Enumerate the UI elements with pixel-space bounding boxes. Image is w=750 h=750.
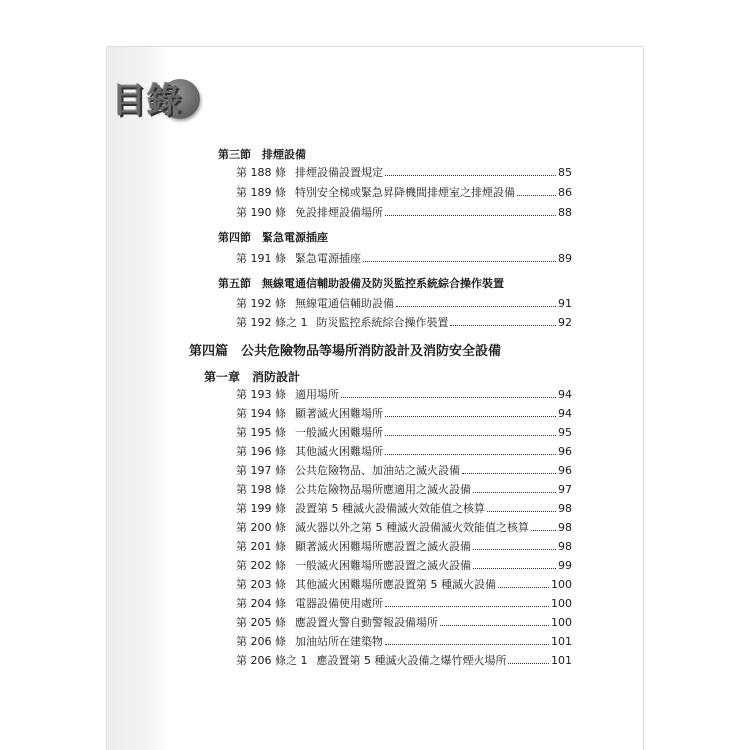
toc-entry[interactable] <box>236 597 572 611</box>
article-number: 第 195 條 <box>236 426 286 439</box>
toc-entry[interactable] <box>236 316 572 330</box>
toc-entry[interactable] <box>236 540 572 554</box>
toc-entry[interactable] <box>236 426 572 440</box>
leader-dots <box>396 306 556 307</box>
toc-entry[interactable] <box>236 252 572 266</box>
page-number: 96 <box>558 464 572 477</box>
article-title: 公共危險物品、加油站之滅火設備 <box>295 464 460 477</box>
article-title: 一般滅火困難場所 <box>295 426 383 439</box>
leader-dots <box>508 663 549 664</box>
page-number: 92 <box>558 316 572 329</box>
leader-dots <box>385 416 556 417</box>
leader-dots <box>473 549 556 550</box>
page-number: 85 <box>558 166 572 179</box>
article-title: 加油站所在建築物 <box>295 635 383 648</box>
toc-entry[interactable] <box>236 559 572 573</box>
article-title: 顯著滅火困難場所應設置之滅火設備 <box>295 540 471 553</box>
leader-dots <box>498 587 549 588</box>
article-title: 排煙設備設置規定 <box>295 166 383 179</box>
article-number: 第 190 條 <box>236 206 286 219</box>
article-title: 無線電通信輔助設備 <box>295 297 394 310</box>
page-number: 100 <box>551 616 572 629</box>
leader-dots <box>440 625 549 626</box>
article-number: 第 197 條 <box>236 464 286 477</box>
leader-dots <box>450 325 556 326</box>
article-title: 其他滅火困難場所 <box>295 445 383 458</box>
page-number: 98 <box>558 521 572 534</box>
chapter-heading: 第一章 消防設計 <box>204 370 301 384</box>
leader-dots <box>385 644 549 645</box>
toc-entry[interactable] <box>236 521 572 535</box>
article-number: 第 199 條 <box>236 502 286 515</box>
leader-dots <box>462 473 556 474</box>
toc-entry[interactable] <box>236 635 572 649</box>
leader-dots <box>517 195 556 196</box>
article-number: 第 202 條 <box>236 559 286 572</box>
article-number: 第 188 條 <box>236 166 286 179</box>
toc-entry[interactable] <box>236 407 572 421</box>
article-title: 緊急電源插座 <box>295 252 361 265</box>
leader-dots <box>341 397 556 398</box>
page-number: 96 <box>558 445 572 458</box>
article-number: 第 200 條 <box>236 521 286 534</box>
article-number: 第 205 條 <box>236 616 286 629</box>
toc-entry[interactable] <box>236 388 572 402</box>
article-title: 滅火器以外之第 5 種滅火設備滅火效能值之核算 <box>295 521 529 534</box>
article-number: 第 196 條 <box>236 445 286 458</box>
section-heading: 第四節 緊急電源插座 <box>218 231 328 244</box>
toc-entry[interactable] <box>236 502 572 516</box>
leader-dots <box>473 492 556 493</box>
toc-entry[interactable] <box>236 445 572 459</box>
section-heading: 第三節 排煙設備 <box>218 148 306 161</box>
toc-entry[interactable] <box>236 297 572 311</box>
article-number: 第 192 條之 1 <box>236 316 308 329</box>
section-heading: 第五節 無線電通信輔助設備及防災監控系統綜合操作裝置 <box>218 277 504 290</box>
page-number: 89 <box>558 252 572 265</box>
article-title: 顯著滅火困難場所 <box>295 407 383 420</box>
part-heading: 第四篇 公共危險物品等場所消防設計及消防安全設備 <box>189 344 502 359</box>
article-title: 一般滅火困難場所應設置之滅火設備 <box>295 559 471 572</box>
article-title: 應設置火警自動警報設備場所 <box>295 616 438 629</box>
toc-entry[interactable] <box>236 483 572 497</box>
article-title: 免設排煙設備場所 <box>295 206 383 219</box>
article-number: 第 194 條 <box>236 407 286 420</box>
article-title: 特別安全梯或緊急昇降機間排煙室之排煙設備 <box>295 186 515 199</box>
article-number: 第 192 條 <box>236 297 286 310</box>
article-number: 第 193 條 <box>236 388 286 401</box>
page-number: 95 <box>558 426 572 439</box>
toc-entry[interactable] <box>236 186 572 200</box>
page-number: 94 <box>558 388 572 401</box>
leader-dots <box>385 215 556 216</box>
toc-entry[interactable] <box>236 206 572 220</box>
article-title: 防災監控系統綜合操作裝置 <box>316 316 449 329</box>
article-number: 第 204 條 <box>236 597 286 610</box>
page-number: 88 <box>558 206 572 219</box>
article-title: 電器設備使用處所 <box>295 597 383 610</box>
toc-entry[interactable] <box>236 166 572 180</box>
page-number: 98 <box>558 540 572 553</box>
leader-dots <box>487 511 556 512</box>
article-number: 第 206 條之 1 <box>236 654 308 667</box>
page-number: 100 <box>551 578 572 591</box>
leader-dots <box>363 261 556 262</box>
page-number: 91 <box>558 297 572 310</box>
leader-dots <box>385 435 556 436</box>
leader-dots <box>385 606 549 607</box>
leader-dots <box>531 530 556 531</box>
article-number: 第 203 條 <box>236 578 286 591</box>
leader-dots <box>385 175 556 176</box>
page-number: 101 <box>551 654 572 667</box>
article-title: 公共危險物品場所應適用之滅火設備 <box>295 483 471 496</box>
article-title: 其他滅火困難場所應設置第 5 種滅火設備 <box>295 578 496 591</box>
page-number: 94 <box>558 407 572 420</box>
page-number: 100 <box>551 597 572 610</box>
toc-entry[interactable] <box>236 616 572 630</box>
toc-entry[interactable] <box>236 654 572 668</box>
toc-entry[interactable] <box>236 464 572 478</box>
article-title: 設置第 5 種滅火設備滅火效能值之核算 <box>295 502 485 515</box>
page-number: 99 <box>558 559 572 572</box>
article-title: 應設置第 5 種滅火設備之爆竹煙火場所 <box>316 654 507 667</box>
page-number: 86 <box>558 186 572 199</box>
page-number: 97 <box>558 483 572 496</box>
article-number: 第 206 條 <box>236 635 286 648</box>
toc-heading: 目錄 <box>112 81 182 121</box>
leader-dots <box>385 454 556 455</box>
article-title: 適用場所 <box>295 388 339 401</box>
article-number: 第 198 條 <box>236 483 286 496</box>
article-number: 第 201 條 <box>236 540 286 553</box>
article-number: 第 189 條 <box>236 186 286 199</box>
article-number: 第 191 條 <box>236 252 286 265</box>
page-number: 101 <box>551 635 572 648</box>
leader-dots <box>473 568 556 569</box>
page-number: 98 <box>558 502 572 515</box>
toc-entry[interactable] <box>236 578 572 592</box>
